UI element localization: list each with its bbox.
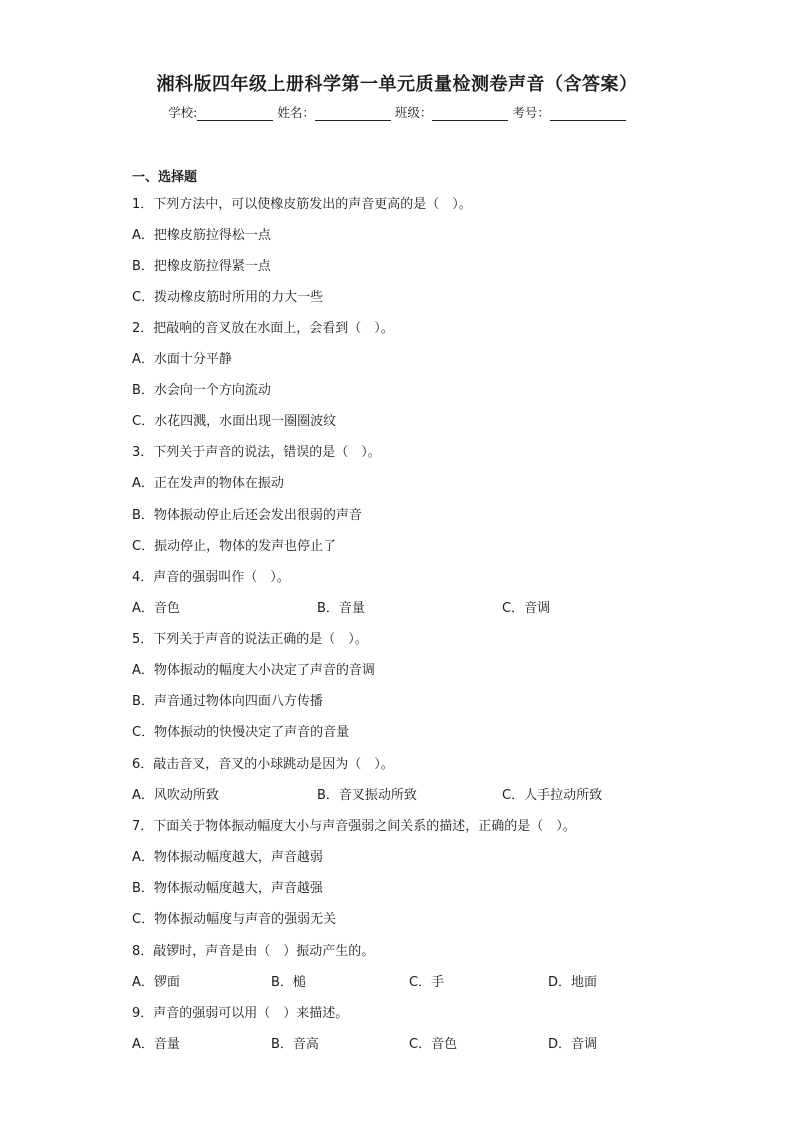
name-blank bbox=[315, 106, 391, 121]
class-label: 班级： bbox=[394, 105, 433, 120]
option: C．手 bbox=[409, 975, 445, 990]
option: B．水会向一个方向流动 bbox=[132, 383, 271, 398]
question-stem: 9．声音的强弱可以用（ ）来描述。 bbox=[132, 1006, 349, 1021]
page-title: 湘科版四年级上册科学第一单元质量检测卷声音（含答案） bbox=[156, 74, 638, 95]
option: B．声音通过物体向四面八方传播 bbox=[132, 694, 323, 709]
question-stem: 4．声音的强弱叫作（ ）。 bbox=[132, 570, 290, 585]
option: B．音叉振动所致 bbox=[317, 788, 417, 803]
option: A．水面十分平静 bbox=[132, 352, 232, 367]
option: C．音调 bbox=[502, 601, 551, 616]
option: A．物体振动的幅度大小决定了声音的音调 bbox=[132, 663, 375, 678]
option: D．地面 bbox=[548, 975, 598, 990]
option: C．拨动橡皮筋时所用的力大一些 bbox=[132, 290, 324, 305]
option: C．振动停止，物体的发声也停止了 bbox=[132, 539, 337, 554]
option: B．音高 bbox=[271, 1037, 319, 1052]
option: A．把橡皮筋拉得松一点 bbox=[132, 228, 271, 243]
name-label: 姓名： bbox=[277, 105, 315, 120]
option: A．正在发声的物体在振动 bbox=[132, 476, 284, 491]
question-stem: 7．下面关于物体振动幅度大小与声音强弱之间关系的描述，正确的是（ ）。 bbox=[132, 819, 576, 834]
school-label: 学校: bbox=[168, 105, 198, 120]
option: A．锣面 bbox=[132, 975, 180, 990]
option: B．槌 bbox=[271, 975, 306, 990]
option: A．音色 bbox=[132, 601, 180, 616]
option: A．音量 bbox=[132, 1037, 180, 1052]
question-stem: 8．敲锣时，声音是由（ ）振动产生的。 bbox=[132, 944, 375, 959]
question-stem: 5．下列关于声音的说法正确的是（ ）。 bbox=[132, 632, 368, 647]
option: A．物体振动幅度越大，声音越弱 bbox=[132, 850, 323, 865]
option: C．水花四溅，水面出现一圈圈波纹 bbox=[132, 414, 337, 429]
student-info-row bbox=[0, 103, 794, 121]
question-stem: 6．敲击音叉，音叉的小球跳动是因为（ ）。 bbox=[132, 757, 394, 772]
option: C．音色 bbox=[409, 1037, 458, 1052]
section-heading: 一、选择题 bbox=[132, 170, 198, 185]
option: A．风吹动所致 bbox=[132, 788, 219, 803]
class-blank bbox=[432, 106, 508, 121]
question-stem: 2．把敲响的音叉放在水面上，会看到（ ）。 bbox=[132, 321, 394, 336]
option: C．物体振动的快慢决定了声音的音量 bbox=[132, 725, 350, 740]
number-label: 考号： bbox=[512, 105, 550, 120]
option: B．物体振动幅度越大，声音越强 bbox=[132, 881, 323, 896]
option: C．人手拉动所致 bbox=[502, 788, 603, 803]
school-blank bbox=[197, 106, 273, 121]
question-stem: 1．下列方法中，可以使橡皮筋发出的声音更高的是（ ）。 bbox=[132, 197, 472, 212]
option: B．音量 bbox=[317, 601, 365, 616]
option: D．音调 bbox=[548, 1037, 598, 1052]
question-stem: 3．下列关于声音的说法，错误的是（ ）。 bbox=[132, 445, 381, 460]
number-blank bbox=[550, 106, 626, 121]
option: B．把橡皮筋拉得紧一点 bbox=[132, 259, 271, 274]
option: C．物体振动幅度与声音的强弱无关 bbox=[132, 912, 337, 927]
option: B．物体振动停止后还会发出很弱的声音 bbox=[132, 508, 362, 523]
